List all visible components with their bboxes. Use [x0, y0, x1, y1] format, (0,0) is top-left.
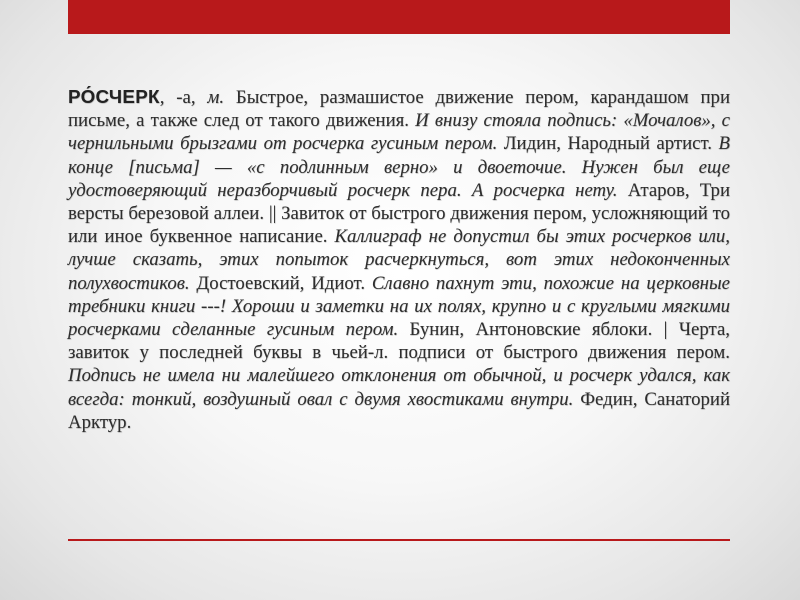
example-quote-2: В конце [письма] — «с подлинным верно» и двоеточие. Нужен был еще удостоверяющий неразборчивый росчерк пера. А росчерка нету. — [68, 133, 731, 201]
example-quote-5: Подпись не имела ни малейшего отклонения от обычной, и росчерк удался, как всегда: тонкий, воздушный овал с двумя хвостиками внутри. — [68, 365, 730, 410]
example-quote-1: И внизу стояла подпись: «Мочалов», с чернильными брызгами от росчерка гусиным пером. — [68, 110, 730, 155]
headword: РО́СЧЕРК — [68, 86, 160, 107]
source-2-and-definition-2: Атаров, Три версты березовой аллеи. || Завиток от быстрого движения пером, усложняющий то или иное буквенное написание. — [68, 179, 730, 248]
example-quote-4: Славно пахнут эти, похожие на церковные требники книги ---! Хороши и заметки на их полях, крупно и с круглыми мягкими росчерками сделанные гусиным пером. — [68, 272, 730, 341]
top-accent-bar — [68, 0, 730, 34]
bottom-accent-line — [68, 539, 730, 541]
source-4-and-definition-3: Бунин, Антоновские яблоки. | Черта, завиток у последней буквы в чьей-л. подписи от быстрого движения пером. — [68, 319, 730, 364]
dictionary-entry — [68, 85, 730, 434]
grammar-note: , -а, — [159, 87, 208, 108]
definition-1: Быстрое, размашистое движение пером, карандашом при письме, а также след от такого движения. — [68, 87, 730, 132]
example-quote-3: Каллиграф не допустил бы этих росчерков или, лучше сказать, этих попыток расчеркнуться, вот этих недоконченных полухвостиков. — [68, 226, 730, 294]
source-3: Достоевский, Идиот. — [189, 272, 372, 294]
source-1: Лидин, Народный артист. — [497, 133, 719, 155]
gender-mark: м. — [207, 87, 225, 108]
source-5: Федин, Санаторий Арктур. — [68, 388, 730, 433]
